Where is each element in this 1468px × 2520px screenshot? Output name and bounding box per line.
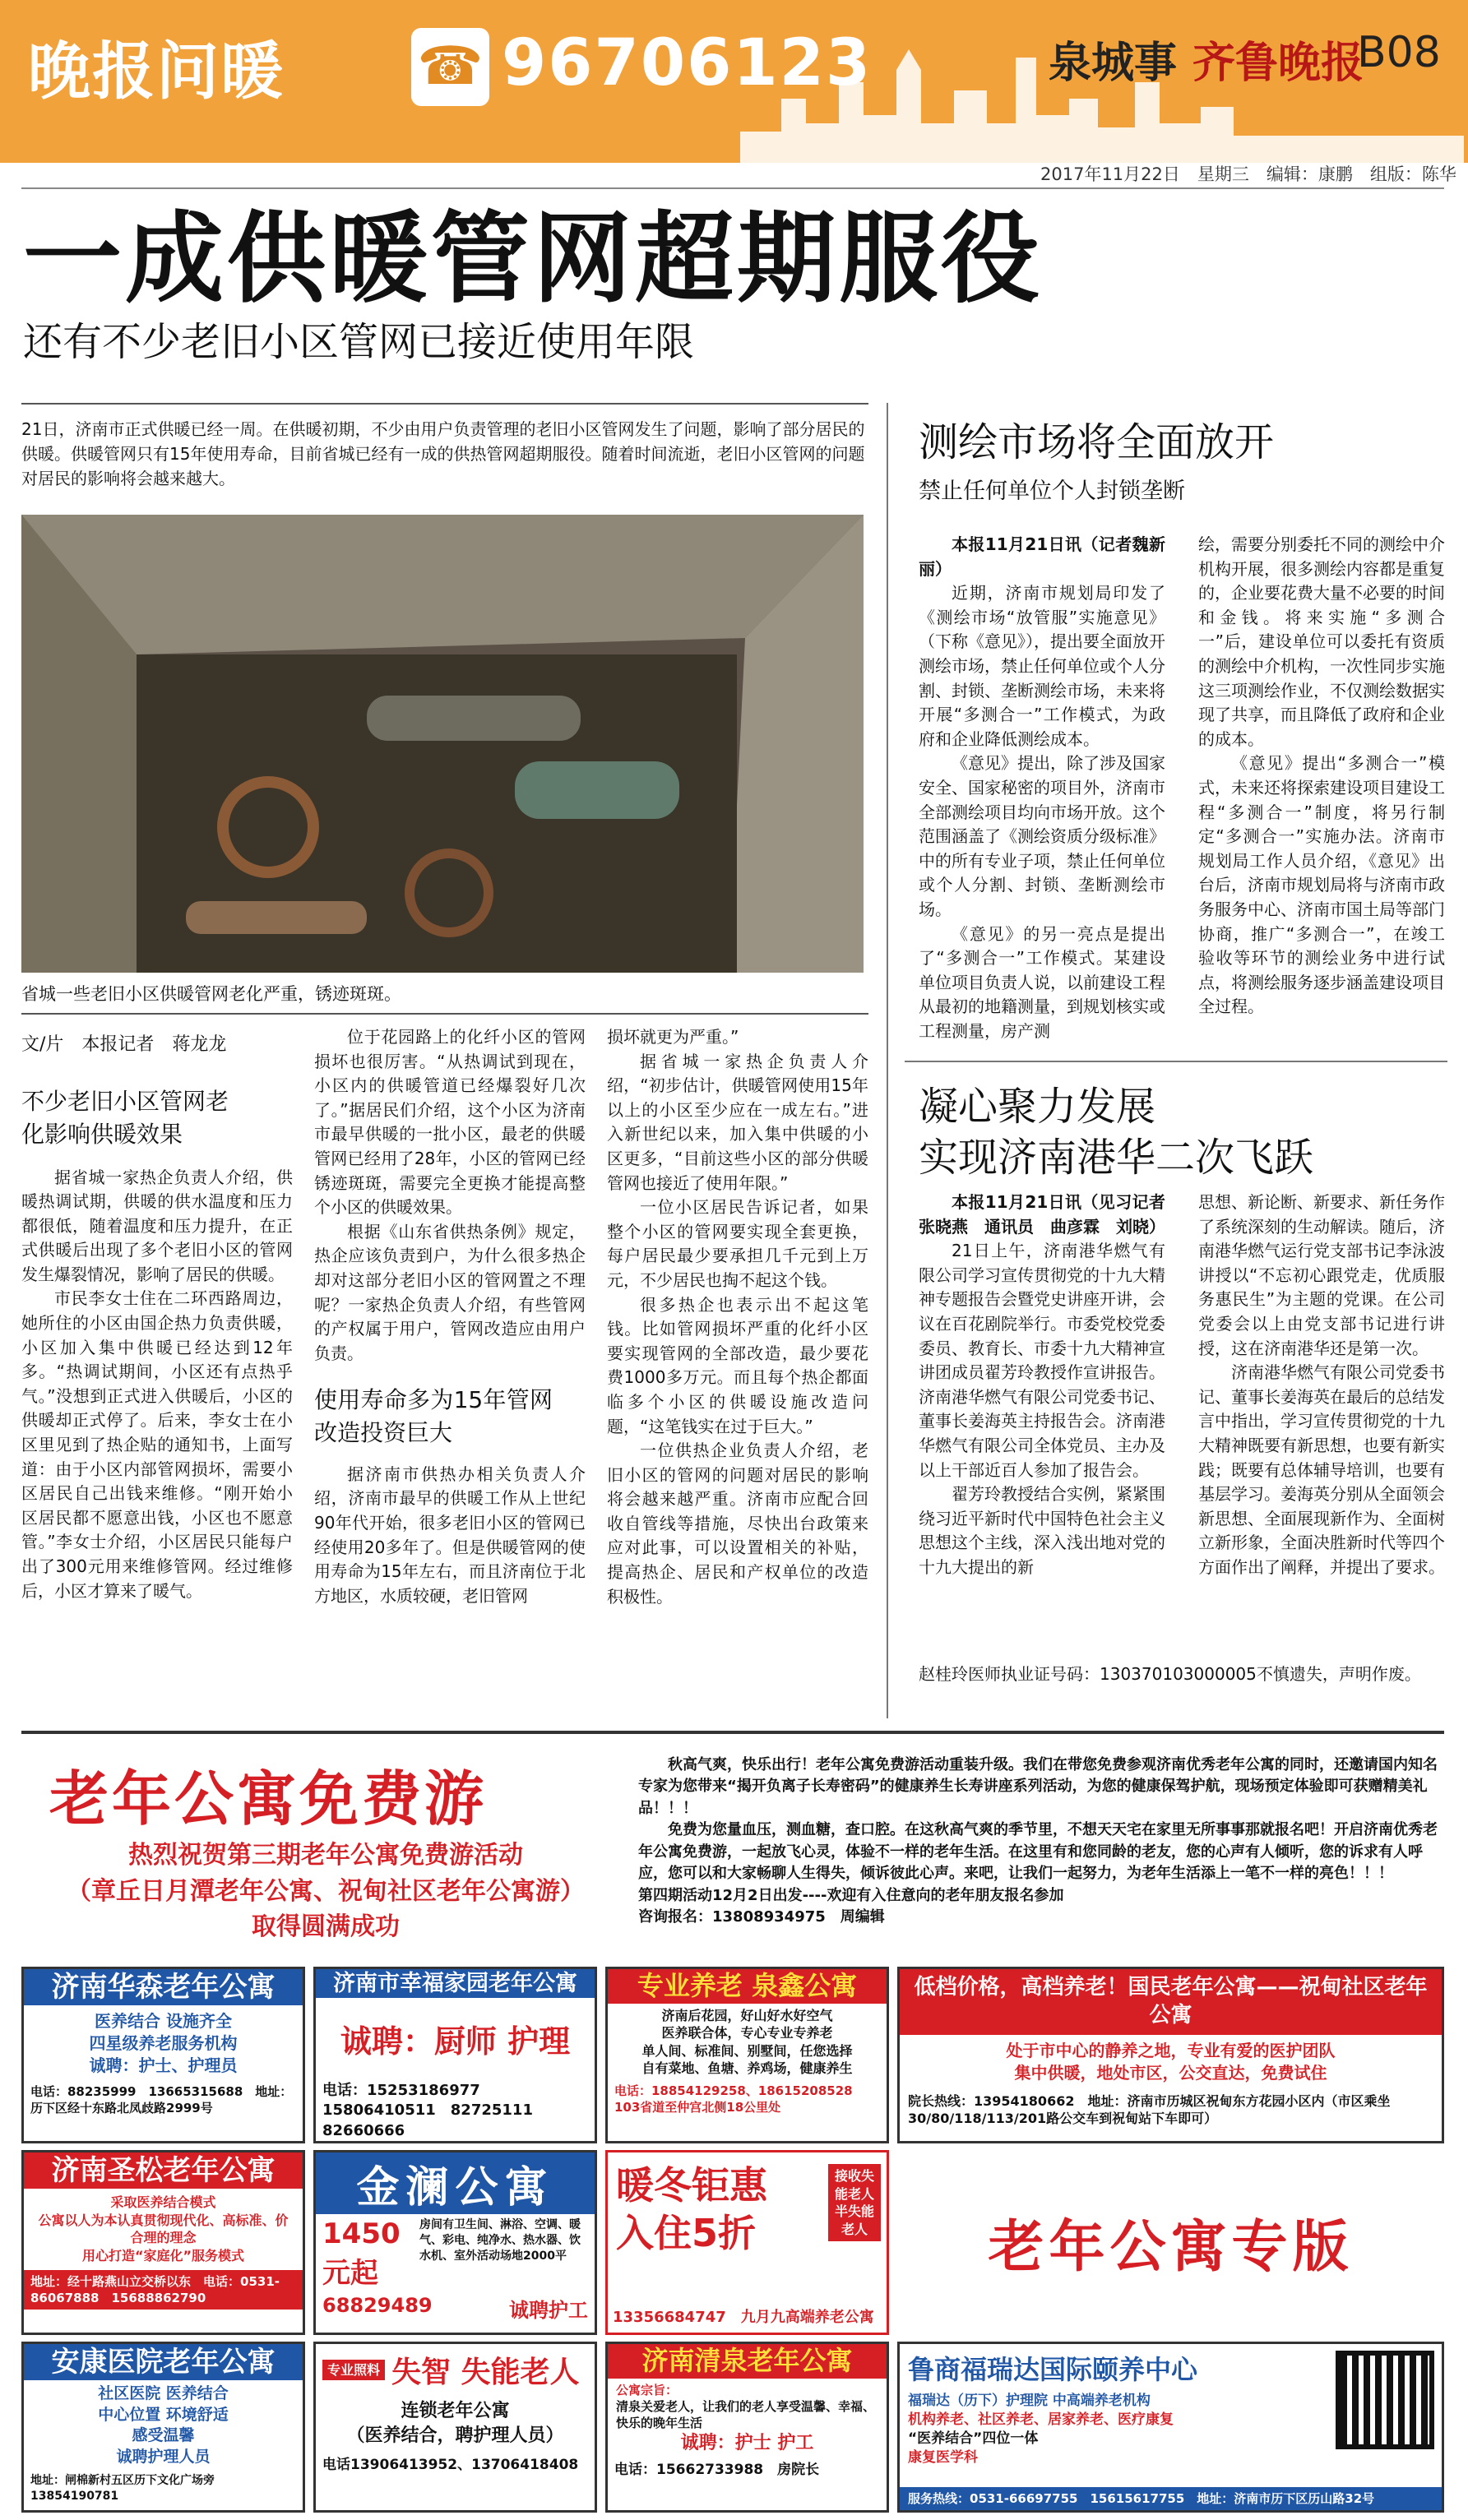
ad-body xyxy=(24,2380,303,2471)
ad-title: 失智 失能老人 xyxy=(391,2356,580,2389)
ad-contact: 电话：88235999 13665315688 地址：历下区经十东路北凤歧路2999号 xyxy=(30,2084,293,2116)
paragraph: 据济南市供热办相关负责人介绍，济南市最早的供暖工作从上世纪90年代开始，很多老旧小区的管网已经使用20多年了。但是供暖管网的使用寿命为15年左右，而且济南位于北方地区，水质较硬，老旧管网 xyxy=(314,1463,586,1606)
ad-line: 济南后花园，好山好水好空气 xyxy=(661,2007,833,2023)
ad-line: 中心位置 环境舒适 xyxy=(98,2405,229,2424)
ad-line: 集中供暖，地处市区，公交直达，免费试住 xyxy=(1014,2062,1327,2083)
brand-logo: 晚报问暖 xyxy=(28,35,285,108)
pipe-photo-illustration xyxy=(21,515,864,973)
paragraph: 根据《山东省供热条例》规定，热企应该负责到户，为什么很多热企却对这部分老旧小区的管网置之不理呢？一家热企负责人介绍，有些管网的产权属于用户，管网改造应由用户负责。 xyxy=(314,1221,586,1363)
article3-headline xyxy=(919,1081,1313,1184)
paragraph: 《意见》提出“多测合一”模式，未来还将探索建设项目建设工程“多测合一”制度，将另行制定“多测合一”实施办法。济南市规划局工作人员介绍，《意见》出台后，济南市规划局将与济南市政务服务中心、济南市国土局等部门协商，推广“多测合一”，在竣工验收等环节的测绘业务中进行试点，将测绘服务逐步涵盖建设项目全过程。 xyxy=(1198,753,1445,1017)
ad-shizhi xyxy=(313,2342,597,2513)
ad-title: 安康医院老年公寓 xyxy=(24,2344,303,2380)
paragraph: 近期，济南市规划局印发了《测绘市场“放管服”实施意见》（下称《意见》），提出要全面放开测绘市场，禁止任何单位或个人分割、封锁、垄断测绘市场，未来将开展“多测合一”工作模式，为政府和企业降低测绘成本。 xyxy=(919,583,1165,749)
ad-body xyxy=(608,2379,887,2459)
ad-jinlan xyxy=(313,2150,597,2335)
ad-header xyxy=(316,2344,595,2396)
phone-icon: ☎ xyxy=(411,28,489,106)
article3-headline-line-1: 凝心聚力发展 xyxy=(919,1084,1156,1130)
paragraph: 损坏就更为严重。” xyxy=(607,1027,739,1047)
article3-column-1 xyxy=(919,1191,1182,1580)
article2-headline: 测绘市场将全面放开 xyxy=(919,419,1275,465)
article1-column-3 xyxy=(607,1025,868,1609)
ad-sub-line: 取得圆满成功 xyxy=(252,1912,400,1941)
article1-column-1 xyxy=(21,1085,293,1603)
ad-line: 诚聘：护士、护理员 xyxy=(89,2055,238,2076)
ad-body xyxy=(316,2214,595,2294)
article2-lead: 本报11月21日讯（记者魏新丽） xyxy=(919,534,1165,579)
ad-title: 济南市幸福家园老年公寓 xyxy=(316,1969,595,1998)
article-intro: 21日，济南市正式供暖已经一周。在供暖初期，不少由用户负责管理的老旧小区管网发生了问题，影响了部分居民的供暖。供暖管网只有15年使用寿命，目前省城已经有一成的供热管网超期服役。随着时间流逝，老旧小区管网的问题对居民的影响将会越来越大。 xyxy=(21,419,865,488)
ad-sub-line: （章丘日月潭老年公寓、祝甸社区老年公寓游） xyxy=(67,1876,585,1906)
page-number: B08 xyxy=(1357,28,1441,77)
paragraph: 绘，需要分别委托不同的测绘中介机构开展，很多测绘内容都是重复的，企业要花费大量不必要的时间和金钱。将来实施“多测合一”后，建设单位可以委托有资质的测绘中介机构，一次性同步实施这三项测绘作业，不仅测绘数据实现了共享，而且降低了政府和企业的成本。 xyxy=(1198,534,1445,749)
ad-main-title: 老年公寓免费游 xyxy=(49,1764,488,1833)
ad-line: 四星级养老服务机构 xyxy=(89,2033,238,2054)
article-headline: 一成供暖管网超期服役 xyxy=(23,202,1043,317)
ad-contact: 服务热线：0531-66697755 15615617755 地址：济南市历下区历山路32号 xyxy=(900,2487,1442,2510)
ad-paragraph: 免费为您量血压，测血糖，查口腔。在这秋高气爽的季节里，不想天天宅在家里无所事事那就报名吧！开启济南优秀老年公寓免费游，一起放飞心灵，体验不一样的老年生活。在这里有和您同龄的老友，您的心声有人倾听，您的诉求有人呼应，您可以和大家畅聊人生得失，倾诉彼此心声。来吧，让我们一起努力，为老年生活添上一笔不一样的亮色！！！ xyxy=(638,1821,1438,1883)
ad-contact: 院长热线：13954180662 地址：济南市历城区祝甸东方花园小区内（市区乘坐30/80/118/113/201路公交车到祝甸站下车即可） xyxy=(908,2092,1391,2127)
ad-price: 1450元起 xyxy=(322,2217,401,2290)
ad-body xyxy=(608,2004,887,2081)
section-name: 泉城事 xyxy=(1049,39,1178,88)
divider xyxy=(21,187,1444,189)
paragraph: 一位供热企业负责人介绍，老旧小区的管网的问题对居民的影响将会越来越严重。济南市应配合回收自管线等措施，尽快出台政策来应对此事，可以设置相关的补贴，提高热企、居民和产权单位的改造积极性。 xyxy=(607,1440,868,1607)
ad-contact: 电话：15253186977 15806410511 82725111 82660666 xyxy=(322,2082,548,2139)
ad-line: 清泉关爱老人，让我们的老人享受温馨、幸福、快乐的晚年生活 xyxy=(616,2398,876,2431)
ad-title: 济南圣松老年公寓 xyxy=(24,2152,303,2189)
paragraph: 《意见》提出，除了涉及国家安全、国家秘密的项目外，济南市全部测绘项目均向市场开放。这个范围涵盖了《测绘资质分级标准》中的所有专业子项，禁止任何单位或个人分割、封锁、垄断测绘市场。 xyxy=(919,753,1165,919)
ad-line: 公寓以人为本认真贯彻现代化、高标准、价合理的理念 xyxy=(38,2212,289,2246)
ad-line: 福瑞达（历下）护理院 中高端养老机构 xyxy=(908,2393,1151,2409)
qr-code-icon xyxy=(1336,2351,1434,2449)
ad-body xyxy=(900,2392,1311,2467)
ad-main-subtitle xyxy=(21,1838,630,1945)
ad-line: 半失能老人 xyxy=(834,2203,874,2237)
ad-title: 专业养老 泉鑫公寓 xyxy=(608,1969,887,2004)
ad-paragraph: 秋高气爽，快乐出行！老年公寓免费游活动重装升级。我们在带您免费参观济南优秀老年公寓的同时，还邀请国内知名专家为您带来“揭开负离子长寿密码”的健康养生长寿讲座系列活动，为您的健康保驾护航，现场预定体验即可获赠精美礼品！！！ xyxy=(638,1756,1438,1817)
ad-sub-line: 热烈祝贺第三期老年公寓免费游活动 xyxy=(128,1841,523,1870)
ad-line: 房间有卫生间、淋浴、空调、暖气、彩电、纯净水、热水器、饮水机、室外活动场地2000平 xyxy=(419,2218,581,2263)
ad-zhudian xyxy=(897,1967,1444,2143)
paragraph: 《意见》的另一亮点是提出了“多测合一”工作模式。某建设单位项目负责人说，以前建设工程从最初的地籍测量，到规划核实或工程测量，房产测 xyxy=(919,923,1165,1041)
ad-qingquan xyxy=(605,2342,889,2513)
ad-xingfu xyxy=(313,1967,597,2143)
paragraph: 21日上午，济南港华燃气有限公司学习宣传贯彻党的十九大精神专题报告会暨党史讲座开讲，会议在百花剧院举行。市委党校党委委员、教育长、市委十九大精神宣讲团成员翟芳玲教授作宣讲报告。济南港华燃气有限公司党委书记、董事长姜海英主持报告会。济南港华燃气有限公司全体党员、主办及以上干部近百人参加了报告会。 xyxy=(919,1241,1165,1480)
ad-line: 接收失能老人 xyxy=(834,2168,874,2202)
ad-line: 医养联合体，专心专业专养老 xyxy=(661,2025,833,2041)
article3-headline-line-2: 实现济南港华二次飞跃 xyxy=(919,1135,1314,1181)
divider xyxy=(905,1061,1447,1062)
paragraph: 位于花园路上的化纤小区的管网损坏也很厉害。“从热调试到现在，小区内的供暖管道已经爆裂好几次了。”据居民们介绍，这个小区为济南市最早供暖的一批小区，最老的供暖管网已经用了28年，小区的管网已经锈迹斑斑，需要完全更换才能提高整个小区的供暖效果。 xyxy=(314,1027,586,1218)
ad-title: 鲁商福瑞达国际颐养中心 xyxy=(908,2354,1198,2385)
paragraph: 翟芳玲教授结合实例，紧紧围绕习近平新时代中国特色社会主义思想这个主线，深入浅出地对党的十九大提出的新 xyxy=(919,1484,1165,1577)
ad-main-text xyxy=(638,1755,1444,1929)
column-divider xyxy=(887,403,888,1718)
ad-special-edition: 老年公寓专版 xyxy=(988,2215,1354,2280)
paragraph: 很多热企也表示出不起这笔钱。比如管网损坏严重的化纤小区要实现管网的全部改造，最少要花费1000多万元。而且每个热企都面临多个小区的供暖设施改造问题，“这笔钱实在过于巨大。” xyxy=(607,1294,868,1436)
ad-contact: 13356684747 九月九高端养老公寓 xyxy=(613,2308,874,2326)
ad-contact xyxy=(316,2294,595,2323)
ad-title: 济南清泉老年公寓 xyxy=(608,2344,887,2379)
article3-lead: 本报11月21日讯（见习记者 张晓燕 通讯员 曲彦霖 刘晓） xyxy=(919,1192,1182,1237)
ad-title: 金澜公寓 xyxy=(316,2152,595,2214)
section-heading: 不少老旧小区管网老化影响供暖效果 xyxy=(21,1088,229,1148)
divider xyxy=(21,1731,1444,1734)
dateline: 2017年11月22日 星期三 编辑：康鹏 组版：陈华 xyxy=(1040,164,1456,184)
ad-line: （医养结合，聘护理人员） xyxy=(346,2425,564,2446)
ad-body xyxy=(24,2005,303,2082)
ad-line: 用心打造“家庭化”服务模式 xyxy=(81,2247,245,2263)
ad-contact: 电话：15662733988 房院长 xyxy=(614,2462,820,2479)
divider xyxy=(21,403,868,405)
ad-line: 康复医学科 xyxy=(908,2448,978,2466)
article2-column-2 xyxy=(1198,533,1445,1020)
ad-contact: 电话13906413952、13706418408 xyxy=(322,2457,579,2474)
article1-column-2 xyxy=(314,1025,586,1608)
ad-title: 暖冬钜惠 入住5折 xyxy=(616,2163,767,2255)
article3-column-2 xyxy=(1198,1191,1445,1580)
divider xyxy=(21,1013,868,1015)
ad-phone: 68829489 xyxy=(322,2294,433,2317)
ad-ankang xyxy=(21,2342,305,2513)
ad-body xyxy=(24,2189,303,2269)
ad-line: 公寓宗旨： xyxy=(616,2382,678,2397)
ad-contact: 电话：18854129258、18615208528 103省道至仲宫北侧18公里处 xyxy=(614,2083,865,2115)
article2-subheadline: 禁止任何单位个人封锁垄断 xyxy=(919,479,1185,504)
notice: 赵桂玲医师执业证号码：130370103000005不慎遗失，声明作废。 xyxy=(919,1664,1421,1684)
ad-body xyxy=(316,2396,595,2451)
section-heading: 使用寿命多为15年管网改造投资巨大 xyxy=(314,1386,553,1447)
ad-tag xyxy=(828,2164,881,2241)
ad-line: 单人间、标准间、别墅间，任您选择 xyxy=(641,2042,853,2059)
ad-quanxin xyxy=(605,1967,889,2143)
ad-furuida xyxy=(897,2342,1444,2513)
ad-line: 诚聘护理人员 xyxy=(116,2448,211,2467)
ad-line: 社区医院 医养结合 xyxy=(98,2384,229,2403)
ad-contact: 地址：闸棉新村五区历下文化广场旁 13854190781 xyxy=(30,2473,226,2503)
masthead xyxy=(0,0,1468,163)
byline: 文/片 本报记者 蒋龙龙 xyxy=(21,1034,227,1055)
ad-line: 自有菜地、鱼塘、养鸡场，健康养生 xyxy=(641,2060,853,2077)
hotline-number: 96706123 xyxy=(502,26,873,100)
ad-nuandong xyxy=(605,2150,889,2335)
paper-name: 齐鲁晚报 xyxy=(1192,38,1364,88)
ad-huasen xyxy=(21,1967,305,2143)
ad-line: 连锁老年公寓 xyxy=(401,2401,510,2421)
ad-recruit: 诚聘护工 xyxy=(509,2299,588,2322)
article-photo xyxy=(21,515,864,973)
paragraph: 市民李女士住在二环西路周边，她所住的小区由国企热力负责供暖，小区加入集中供暖已经达到12年多。“热调试期间，小区还有点热乎气。”没想到正式进入供暖后，小区的供暖却正式停了。后来，李女士在小区里见到了热企贴的通知书，上面写道：由于小区内部管网损坏，需要小区居民自己出钱来维修。“刚开始小区居民都不愿意出钱，小区也不愿意管。”李女士介绍，小区居民只能每户出了300元用来维修管网。经过维修后，小区才算来了暖气。 xyxy=(21,1288,293,1601)
paragraph: 据省城一家热企负责人介绍，“初步估计，供暖管网使用15年以上的小区至少应在一成左右。”进入新世纪以来，加入集中供暖的小区更多，“目前这些小区的部分供暖管网也接近了使用年限。” xyxy=(607,1051,868,1193)
ad-line: 处于市中心的静养之地，专业有爱的医护团队 xyxy=(1006,2040,1336,2060)
ad-paragraph: 第四期活动12月2日出发----欢迎有入住意向的老年朋友报名参加 xyxy=(638,1886,1064,1904)
article2-column-1 xyxy=(919,533,1165,1043)
paragraph: 据省城一家热企负责人介绍，供暖热调试期，供暖的供水温度和压力都很低，随着温度和压力提升，在正式供暖后出现了多个老旧小区的管网发生爆裂情况，影响了居民的供暖。 xyxy=(21,1167,293,1284)
ad-body xyxy=(900,2035,1442,2089)
paragraph: 思想、新论断、新要求、新任务作了系统深刻的生动解读。随后，济南港华燃气运行党支部书记李泳波讲授以“不忘初心跟党走，优质服务惠民生”为主题的党课。在公司党委会以上由党支部书记进行讲授，这在济南港华还是第一次。 xyxy=(1198,1192,1445,1358)
ad-title: 低档价格，高档养老！国民老年公寓——祝甸社区老年公寓 xyxy=(900,1969,1442,2035)
article-subheadline: 还有不少老旧小区管网已接近使用年限 xyxy=(23,319,695,365)
paragraph: 一位小区居民告诉记者，如果整个小区的管网要实现全套更换，每户居民最少要承担几千元到上万元，不少居民也掏不起这个钱。 xyxy=(607,1197,868,1290)
ad-title: 济南华森老年公寓 xyxy=(24,1969,303,2005)
ad-line: 诚聘：护士 护工 xyxy=(680,2433,814,2454)
ad-body: 诚聘：厨师 护理 xyxy=(340,2023,571,2060)
ad-contact: 地址：经十路燕山立交桥以东 电话：0531-86067888 15688862790 xyxy=(24,2270,303,2310)
ad-line: “医养结合”四位一体 xyxy=(908,2430,1039,2447)
ad-line: 感受温馨 xyxy=(132,2426,195,2445)
ad-paragraph: 咨询报名：13808934975 周编辑 xyxy=(638,1908,885,1926)
paragraph: 济南港华燃气有限公司党委书记、董事长姜海英在最后的总结发言中指出，学习宣传贯彻党的十九大精神既要有新思想，也要有新实践；既要有总体辅导培训，也要有基层学习。姜海英分别从全面领会新思想、全面展现新作为、全面树立新形象，全面决胜新时代等四个方面作出了阐释，并提出了要求。 xyxy=(1198,1362,1445,1577)
ad-line: 采取医养结合模式 xyxy=(110,2194,216,2211)
ad-line: 医养结合 设施齐全 xyxy=(95,2011,232,2032)
photo-caption: 省城一些老旧小区供暖管网老化严重，锈迹斑斑。 xyxy=(21,984,401,1004)
ad-line: 机构养老、社区养老、居家养老、医疗康复 xyxy=(908,2411,1174,2428)
ad-shengsong xyxy=(21,2150,305,2335)
ad-tag: 专业照料 xyxy=(322,2360,385,2381)
